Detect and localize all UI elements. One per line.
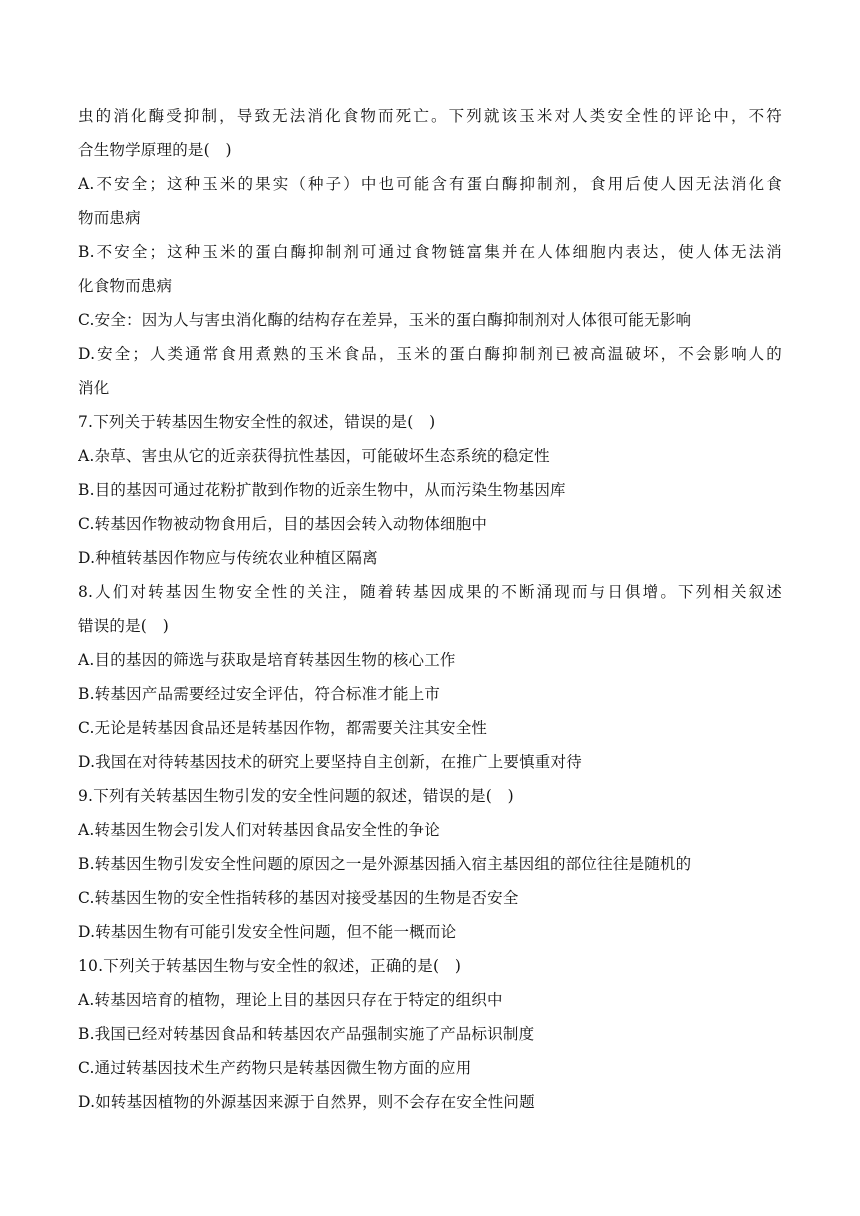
text-line: C.转基因生物的安全性指转移的基因对接受基因的生物是否安全 xyxy=(78,889,519,907)
text-line: D.转基因生物有可能引发安全性问题，但不能一概而论 xyxy=(78,923,457,941)
text-line: D.我国在对待转基因技术的研究上要坚持自主创新，在推广上要慎重对待 xyxy=(78,753,582,771)
text-line: A.不安全；这种玉米的果实（种子）中也可能含有蛋白酶抑制剂，食用后使人因无法消化食 xyxy=(78,175,782,193)
text-line: 10.下列关于转基因生物与安全性的叙述，正确的是( ) xyxy=(78,957,462,975)
text-line: 7.下列关于转基因生物安全性的叙述，错误的是( ) xyxy=(78,413,436,431)
text-line: B.转基因生物引发安全性问题的原因之一是外源基因插入宿主基因组的部位往往是随机的 xyxy=(78,855,692,873)
text-line: 消化 xyxy=(78,379,110,397)
text-line: C.安全：因为人与害虫消化酶的结构存在差异，玉米的蛋白酶抑制剂对人体很可能无影响 xyxy=(78,311,692,329)
text-line: 虫的消化酶受抑制，导致无法消化食物而死亡。下列就该玉米对人类安全性的评论中，不符 xyxy=(78,107,782,125)
text-line: B.不安全；这种玉米的蛋白酶抑制剂可通过食物链富集并在人体细胞内表达，使人体无法消 xyxy=(78,243,782,261)
text-line: D.种植转基因作物应与传统农业种植区隔离 xyxy=(78,549,378,567)
text-line: B.我国已经对转基因食品和转基因农产品强制实施了产品标识制度 xyxy=(78,1025,535,1043)
document-page xyxy=(78,99,782,1119)
text-line: 化食物而患病 xyxy=(78,277,173,295)
text-line: B.目的基因可通过花粉扩散到作物的近亲生物中，从而污染生物基因库 xyxy=(78,481,566,499)
text-line: C.通过转基因技术生产药物只是转基因微生物方面的应用 xyxy=(78,1059,472,1077)
text-line: 物而患病 xyxy=(78,209,141,227)
text-line: A.转基因培育的植物，理论上目的基因只存在于特定的组织中 xyxy=(78,991,503,1009)
text-line: 9.下列有关转基因生物引发的安全性问题的叙述，错误的是( ) xyxy=(78,787,514,805)
text-line: A.目的基因的筛选与获取是培育转基因生物的核心工作 xyxy=(78,651,456,669)
text-line: 合生物学原理的是( ) xyxy=(78,141,232,159)
text-line: C.转基因作物被动物食用后，目的基因会转入动物体细胞中 xyxy=(78,515,488,533)
text-line: 错误的是( ) xyxy=(78,617,169,635)
text-line: D.如转基因植物的外源基因来源于自然界，则不会存在安全性问题 xyxy=(78,1093,535,1111)
text-line: A.转基因生物会引发人们对转基因食品安全性的争论 xyxy=(78,821,440,839)
text-line: D.安全；人类通常食用煮熟的玉米食品，玉米的蛋白酶抑制剂已被高温破坏，不会影响人的 xyxy=(78,345,782,363)
text-line: C.无论是转基因食品还是转基因作物，都需要关注其安全性 xyxy=(78,719,488,737)
text-line: B.转基因产品需要经过安全评估，符合标准才能上市 xyxy=(78,685,441,703)
text-line: A.杂草、害虫从它的近亲获得抗性基因，可能破坏生态系统的稳定性 xyxy=(78,447,550,465)
text-line: 8.人们对转基因生物安全性的关注，随着转基因成果的不断涌现而与日俱增。下列相关叙述 xyxy=(78,583,782,601)
